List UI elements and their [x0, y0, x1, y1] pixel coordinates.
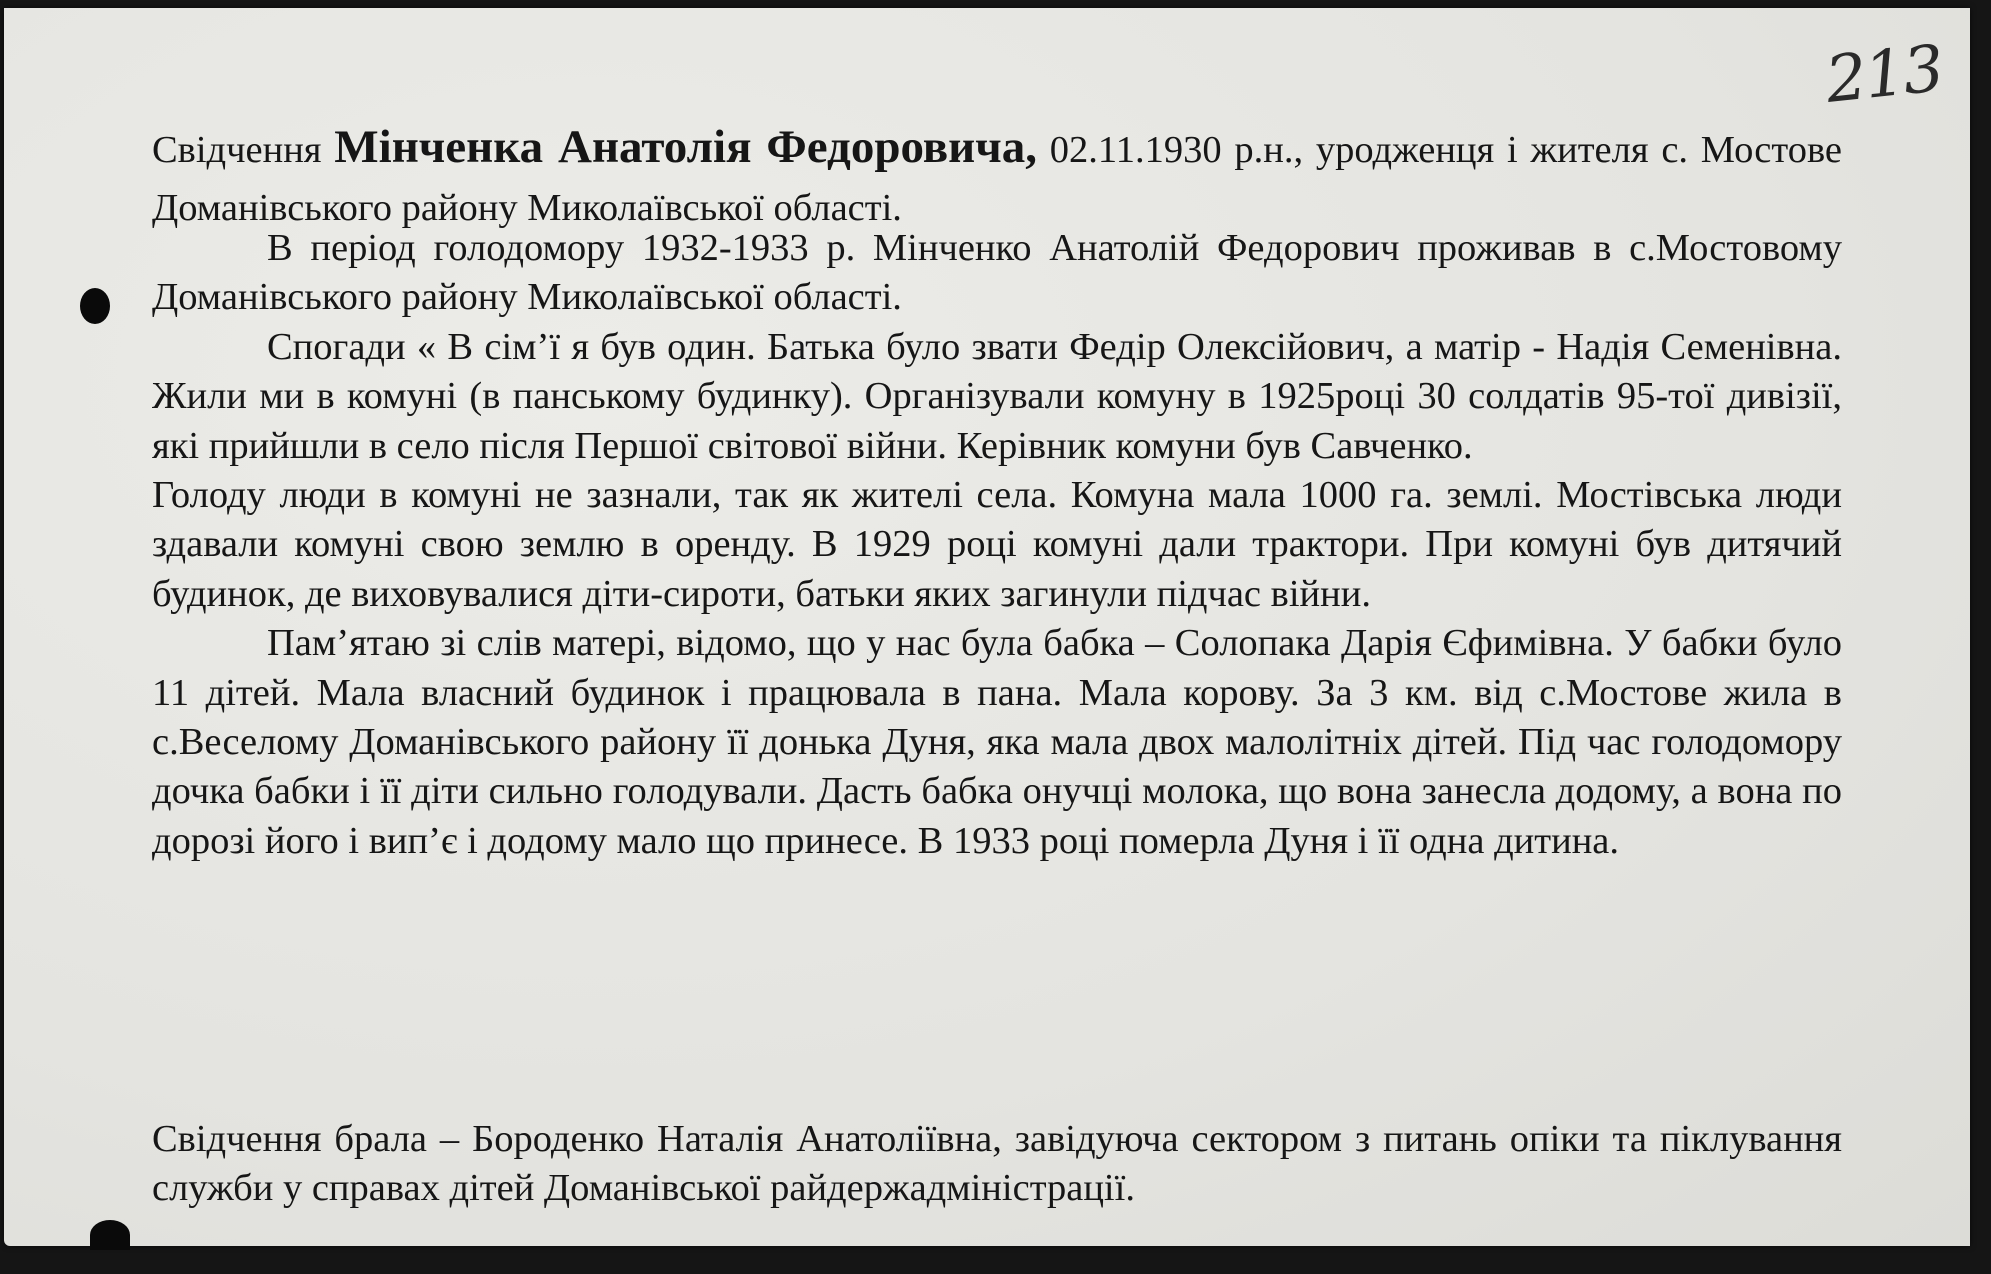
body-paragraph-4: Пам’ятаю зі слів матері, відомо, що у нас була бабка – Солопака Дарія Єфимівна. У бабки було 11 дітей. Мала власний будинок і працювала в пана. Мала корову. За 3 км. від с.Мостове жила в с.Веселому Доманівського району її донька Дуня, яка мала двох малолітніх дітей. Під час голодомору дочка бабки і її діти сильно голодували. Дасть бабка онучці молока, що вона занесла додому, а вона по дорозі його і вип’є і додому мало що принесе. В 1933 році померла Дуня і її одна дитина. [152, 622, 1842, 862]
body-paragraph-3: Голоду люди в комуні не зазнали, так як жителі села. Комуна мала 1000 га. землі. Мостівська люди здавали комуні свою землю в оренду. В 1929 році комуні дали трактори. При комуні був дитячий будинок, де виховувалися діти-сироти, батьки яких загинули підчас війни. [152, 474, 1842, 615]
heading-prefix: Свідчення [152, 129, 335, 171]
punch-hole-marker [80, 288, 110, 324]
heading-paragraph [152, 118, 1842, 237]
taken-by-paragraph: Свідчення брала – Бороденко Наталія Анатоліївна, завідуюча сектором з питань опіки та піклування служби у справах дітей Доманівської райдержадміністрації. [152, 1118, 1842, 1210]
punch-hole-marker [90, 1220, 130, 1250]
testimony-footer [152, 1115, 1842, 1214]
testimony-body [152, 224, 1842, 866]
witness-name: Мінченка Анатолія Федоровича, [334, 121, 1038, 173]
handwritten-page-number: 213 [1822, 32, 1946, 118]
body-paragraph-1: В період голодомору 1932-1933 р. Мінченко Анатолій Федорович проживав в с.Мостовому Доманівського району Миколаївської області. [152, 227, 1842, 319]
document-page [4, 8, 1970, 1246]
body-paragraph-2: Спогади « В сім’ї я був один. Батька було звати Федір Олексійович, а матір - Надія Семенівна. Жили ми в комуні (в панському будинку). Організували комуну в 1925році 30 солдатів 95-тої дивізії, які прийшли в село після Першої світової війни. Керівник комуни був Савченко. [152, 325, 1842, 467]
heading-suffix: 02.11.1930 р.н., уродженця і жителя с. Мостове Доманівського району Миколаївської області. [152, 129, 1842, 229]
testimony-heading [152, 118, 1842, 237]
